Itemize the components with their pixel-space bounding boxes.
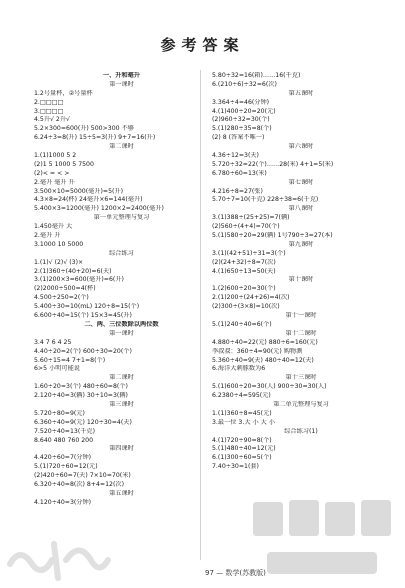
answer-line: 4.(1)400÷20=20(元) [212,107,276,115]
answer-line: 3.1000 10 5000 [34,240,84,248]
answer-line: 6.24÷3=8(升) 15÷5=3(升) 9+7=16(升) [34,134,156,142]
answer-line: 1.60÷20=3(个) 480÷60=8(个) [34,383,128,391]
answer-line: 6.2380÷4=595(元) [212,392,271,400]
answer-line: 4.500÷250=2(个) [34,294,89,302]
answer-line: 5.(1)240÷40=6(个) [212,320,272,328]
answer-line: 6.(1)300÷60=5(个) [212,454,272,462]
answer-line: (2)2000÷500=4(杯) [34,285,96,293]
answer-line: 4.3×8=24(杯) 24毫升×6=144(毫升) [34,196,143,204]
answer-line: 5.(1)580÷20=29(辆) 1号790÷3=27(本) [212,232,333,240]
answer-line: 6.(210÷6)÷32=6(次) [212,80,277,88]
answer-line: (2)< = < > [34,169,70,177]
answer-line: (2)420÷60=7(天) 7×10=70(米) [34,472,131,480]
answer-line: 1.(1)1000 5 2 [34,152,77,160]
section-heading: 第二课时 [109,374,134,382]
section-heading: 第八课时 [288,205,314,213]
answer-line: 2.毫升 升 [34,232,61,240]
answer-line: 4.120÷40=3(分钟) [34,498,92,506]
answer-line: 5.720÷80=9(元) [34,409,85,417]
section-heading: 第一课时 [109,80,134,88]
answer-line: 2.(1)360÷(40+20)=6(天) [34,267,112,275]
page-footer: 97 — 数学(苏教版) [205,569,266,577]
answer-line: 5.(1)280÷35=8(个) [212,125,272,133]
answer-line: 3.□□□□ [34,107,64,115]
answer-line: 4.216÷8=27(张) [212,187,263,195]
answer-line: 2.毫升 毫升 升 [34,178,75,186]
answer-line: 5.70÷7=10(千克) 228÷38=6(千克) [212,196,319,204]
answer-line: 3.500×10=5000(毫升)=5(升) [34,187,124,195]
answer-line: (2)560÷(4+4)=70(个) [212,223,280,231]
answer-line: 1.450毫升 大 [34,223,73,231]
answer-line: 6.海洋大刺豚数为6 [212,365,266,373]
answer-line: 3.364÷4=46(分钟) [212,98,270,106]
answer-line: 4.36÷12=3(天) [212,152,259,160]
answer-line: 2.(1)200÷(24+26)=4(次) [212,294,290,302]
section-heading: 第五课时 [109,489,134,497]
left-column [34,72,209,508]
section-heading: 第十一课时 [285,312,317,320]
answer-line: 5.400×3=1200(毫升) 1200×2=2400(毫升) [34,205,164,213]
section-heading: 第十课时 [288,276,314,284]
section-heading: 第七课时 [288,178,314,186]
answer-line: 6.780÷60=13(米) [212,169,267,177]
answer-line: 3.最一位 3.大 小 大 小 [212,418,275,426]
answer-line: 1.(2)600÷20=30(个) [212,285,276,293]
answer-line: 4.(1)650÷13=50(天) [212,267,276,275]
watermark-brush-text [4,534,114,584]
answer-line: 5.80÷32=16(箱)……16(千克) [212,72,301,79]
answer-line: (2)(24+32)÷8=7(次) [212,258,276,266]
answer-line: 3.(1)388÷(25+25)=7(辆) [212,214,290,222]
watermark-logo [247,492,397,584]
section-heading: 综合练习 [109,249,134,257]
answer-line: 6.320÷40=8(次) 8+4=12(次) [34,480,125,488]
answer-line: 3.(1)(42+51)÷31=3(个) [212,249,286,257]
section-heading: 第二单元整理与复习 [273,400,329,408]
answer-line: 2.□□□□ [34,98,64,106]
answer-line: 6.600÷40=15(个) 15×3=45(升) [34,312,132,320]
answer-line: 5.360÷40=9(天) 480÷40=12(天) [212,356,314,364]
answer-line: (2)1 5 1000 5 7500 [34,160,94,168]
section-heading: 第二课时 [109,143,134,151]
answer-line: 3.4 7 6 4 25 [34,338,72,346]
page-title: 参考答案 [160,36,245,54]
section-heading: 一、升和毫升 [102,72,141,79]
answer-line: 4.(1)720÷90=8(个) [212,436,272,444]
answer-line: 5.(1)720÷60=12(元) [34,463,98,471]
answer-line: 6>5 小明可能说 [34,365,80,373]
section-heading: 第九课时 [288,240,314,248]
answer-line: 5.(1)480÷40=12(元) [212,445,276,453]
answer-line: (2)300÷(3×8)=10(次) [212,303,280,311]
answer-line: 4.5升√ 2升√ [34,116,71,124]
answer-line: (2)960÷32=30(个) [212,116,270,124]
section-heading: 二、两、三位数除以两位数 [84,320,159,328]
section-heading: 第一课时 [109,329,134,337]
section-heading: 第十二课时 [285,329,317,337]
answer-line: (2) 8 (答案不唯一) [212,134,265,142]
section-heading: 第五课时 [288,89,314,97]
answer-line: 1.2号量杯，②号量杯 [34,89,93,97]
answer-line: 1.(1)√ (2)√ (3)× [34,258,84,266]
answer-line: 李叔叔：360÷4=90(元) 购物测 [212,347,303,355]
answer-line: 7.520÷40=13(千克) [34,427,96,435]
section-heading: 第六课时 [288,143,314,151]
answer-line: 4.880÷40=22(元) 880÷6=160(元) [212,338,318,346]
answer-line: 8.640 480 760 200 [34,436,94,444]
section-heading: 第三课时 [109,400,134,408]
answer-line: 3.(1)200×3=600(毫升)=6(升) [34,276,124,284]
answer-line: 5.2×300=600(升) 500>300 不够 [34,125,134,133]
answer-line: 5.400÷30=10(mL) 120÷8=15(个) [34,303,140,311]
answer-line: 7.40÷30=1(套) [212,463,259,471]
right-column [212,72,390,472]
section-heading: 第十三课时 [285,374,317,382]
section-heading: 第一单元整理与复习 [93,214,150,222]
answer-line: 2.120÷40=3(辆) 30÷10=3(辆) [34,392,128,400]
section-heading: 综合练习(1) [284,427,318,435]
answer-line: 4.40÷20=2(个) 600÷30=20(个) [34,347,132,355]
section-heading: 第四课时 [109,445,134,453]
answer-line: 4.420÷60=7(分钟) [34,454,92,462]
answer-line: 1.(1)360÷8=45(元) [212,409,272,417]
answer-line: 6.360÷40=9(元) 120÷30=4(天) [34,418,132,426]
answer-line: 5.(1)600÷20=30(人) 900÷30=30(人) [212,383,327,391]
answer-line: 5.720÷32=22(个)……28(米) 4+1=5(米) [212,160,334,168]
answer-line: 5.60÷15=4 7+1=8(个) [34,356,106,364]
